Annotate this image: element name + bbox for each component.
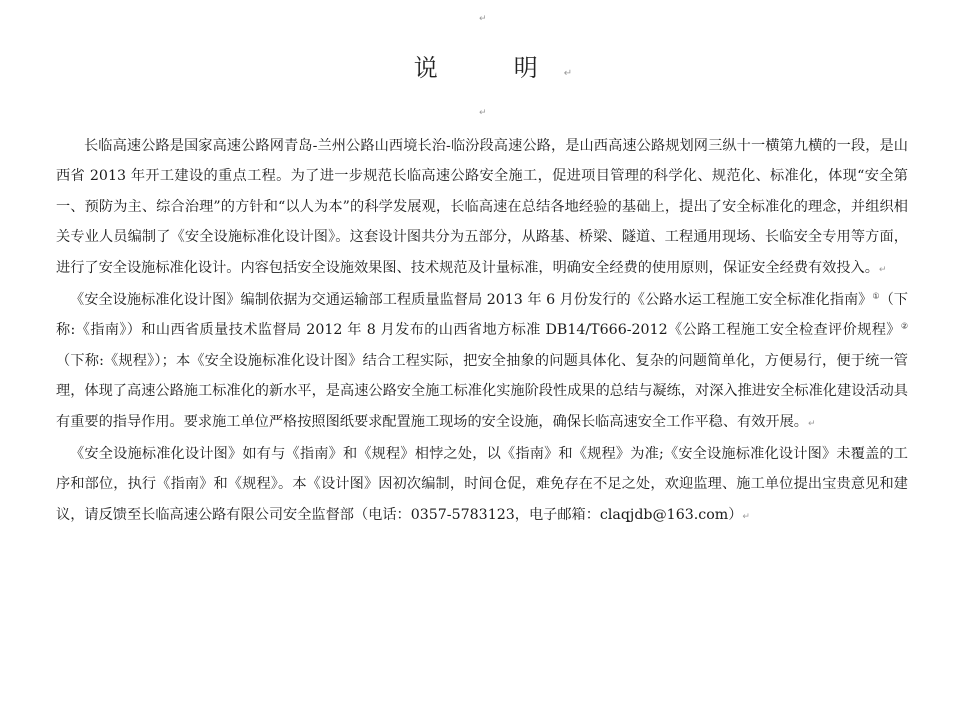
paragraph-text: 《安全设施标准化设计图》编制依据为交通运输部工程质量监督局 2013 年 6 月份发行的《公路水运工程施工安全标准化指南》: [70, 292, 873, 309]
paragraph-text: 长临高速公路是国家高速公路网青岛-兰州公路山西境长治-临汾段高速公路，是山西高速公路规划网三纵十一横第九横的一段，是山西省 2013 年开工建设的重点工程。为了进一步规范长临高速公路安全施工，促进项目管理的科学化、规范化、标准化，体现“安全第一、预防为主、综合治理”的方针和“以人为本”的科学发展观，长临高速在总结各地经验的基础上，提出了安全标准化的理念，并组织相关专业人员编制了《安全设施标准化设计图》。这套设计图共分为五部分，从路基、桥梁、隧道、工程通用现场、长临安全专用等方面，进行了安全设施标准化设计。内容包括安全设施效果图、技术规范及计量标准，明确安全经费的使用原则，保证安全经费有效投入。: [56, 138, 908, 276]
page-title-text: 说 明: [413, 54, 564, 82]
paragraph-text: 《安全设施标准化设计图》如有与《指南》和《规程》相悖之处，以《指南》和《规程》为准;《安全设施标准化设计图》未覆盖的工序和部位，执行《指南》和《规程》。本《设计图》因初次编制，时间仓促，难免存在不足之处，欢迎监理、施工单位提出宝贵意见和建议，请反馈至长临高速公路有限公司安全监督部（电话：0357-5783123，电子邮箱：claqjdb@163.com）: [56, 446, 908, 523]
paragraph-precedence: [56, 439, 908, 532]
paragraph-mark: ↵: [563, 68, 573, 79]
document-body: [56, 131, 908, 532]
footnote-ref[interactable]: ①: [872, 291, 880, 301]
paragraph-mark: ↵: [878, 264, 887, 275]
paragraph-mark: ↵: [479, 14, 487, 24]
paragraph-text: （下称:《指南》）和山西省质量技术监督局 2012 年 8 月发布的山西省地方标准 DB14/T666-2012《公路工程施工安全检查评价规程》: [56, 292, 908, 339]
footnote-ref[interactable]: ②: [900, 321, 908, 331]
paragraph-mark: ↵: [807, 418, 816, 429]
page-title: [0, 48, 960, 83]
paragraph-mark: ↵: [479, 108, 487, 118]
paragraph-text: （下称:《规程》）；本《安全设施标准化设计图》结合工程实际，把安全抽象的问题具体化、复杂的问题简单化，方便易行，便于统一管理，体现了高速公路施工标准化的新水平，是高速公路安全施工标准化实施阶段性成果的总结与凝练，对深入推进安全标准化建设活动具有重要的指导作用。要求施工单位严格按照图纸要求配置施工现场的安全设施，确保长临高速安全工作平稳、有效开展。: [56, 352, 908, 430]
paragraph-basis: [56, 285, 908, 439]
paragraph-mark: ↵: [742, 511, 750, 522]
paragraph-intro: [56, 131, 908, 285]
